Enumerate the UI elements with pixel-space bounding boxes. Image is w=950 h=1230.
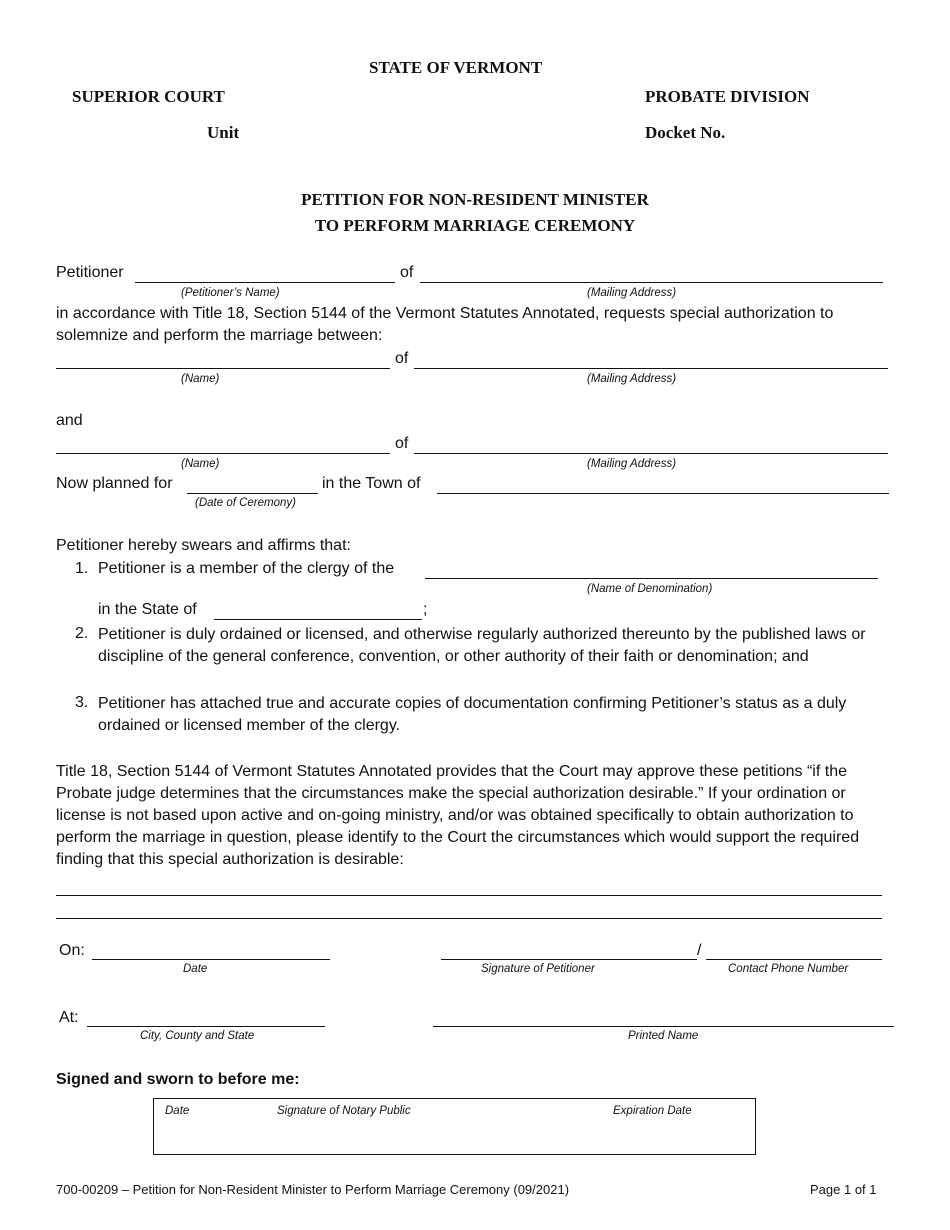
footer-form-id: 700-00209 – Petition for Non-Resident Minister to Perform Marriage Ceremony (09/2021) — [56, 1182, 570, 1197]
ceremony-town-field[interactable] — [437, 493, 889, 494]
form-title-line2: TO PERFORM MARRIAGE CEREMONY — [314, 216, 636, 235]
item3-text: Petitioner has attached true and accurate copies of documentation confirming Petitioner’s status as a duly ordained or licensed member of the clergy. — [98, 695, 847, 734]
item3-number: 3. — [75, 694, 89, 711]
party2-address-caption: (Mailing Address) — [587, 458, 677, 470]
contact-phone-field[interactable] — [706, 959, 882, 960]
notary-box[interactable] — [153, 1098, 756, 1155]
printed-name-field[interactable] — [433, 1026, 894, 1027]
unit-label: Unit — [207, 123, 240, 142]
petitioner-signature-field[interactable] — [441, 959, 697, 960]
division-heading: PROBATE DIVISION — [645, 87, 810, 106]
court-heading: SUPERIOR COURT — [72, 87, 225, 106]
form-title-line1: PETITION FOR NON-RESIDENT MINISTER — [301, 190, 649, 209]
item2-number: 2. — [75, 625, 89, 642]
intro-paragraph: in accordance with Title 18, Section 5144 of the Vermont Statutes Annotated, requests special authorization to solemnize and perform the marriage between: — [56, 305, 834, 344]
circumstances-line-2[interactable] — [56, 918, 882, 919]
denomination-state-field[interactable] — [214, 619, 422, 620]
party1-name-caption: (Name) — [181, 373, 220, 385]
state-heading: STATE OF VERMONT — [369, 58, 543, 77]
party1-name-field[interactable] — [56, 368, 390, 369]
signing-date-field[interactable] — [92, 959, 330, 960]
and-label: and — [56, 412, 83, 429]
contact-phone-caption: Contact Phone Number — [728, 963, 849, 975]
signing-place-field[interactable] — [87, 1026, 325, 1027]
denomination-caption: (Name of Denomination) — [587, 583, 713, 595]
notary-date-caption: Date — [165, 1105, 190, 1117]
printed-name-caption: Printed Name — [628, 1030, 699, 1042]
affirm-intro: Petitioner hereby swears and affirms that: — [56, 537, 351, 554]
petitioner-signature-caption: Signature of Petitioner — [481, 963, 595, 975]
petitioner-address-field[interactable] — [420, 282, 883, 283]
party1-of-label: of — [395, 350, 409, 367]
party1-address-caption: (Mailing Address) — [587, 373, 677, 385]
party2-address-field[interactable] — [414, 453, 888, 454]
petitioner-name-caption: (Petitioner’s Name) — [181, 287, 280, 299]
item1-state-label: in the State of — [98, 601, 197, 618]
signing-place-caption: City, County and State — [140, 1030, 255, 1042]
on-label: On: — [59, 942, 85, 959]
item1-text: Petitioner is a member of the clergy of the — [98, 560, 395, 577]
docket-label: Docket No. — [645, 123, 726, 142]
notary-heading: Signed and sworn to before me: — [56, 1071, 300, 1088]
notary-signature-caption: Signature of Notary Public — [277, 1105, 411, 1117]
party2-name-field[interactable] — [56, 453, 390, 454]
item2-text: Petitioner is duly ordained or licensed, and otherwise regularly authorized thereunto by the published laws or discipline of the general conference, convention, or other authority of their faith or denomination; and — [98, 626, 866, 665]
party2-name-caption: (Name) — [181, 458, 220, 470]
petitioner-address-caption: (Mailing Address) — [587, 287, 677, 299]
signing-date-caption: Date — [183, 963, 208, 975]
ceremony-date-caption: (Date of Ceremony) — [195, 497, 296, 509]
petitioner-name-field[interactable] — [135, 282, 395, 283]
town-label: in the Town of — [322, 475, 421, 492]
item1-number: 1. — [75, 560, 89, 577]
ceremony-date-field[interactable] — [187, 493, 318, 494]
circumstances-line-1[interactable] — [56, 895, 882, 896]
petitioner-label: Petitioner — [56, 264, 124, 281]
signature-slash: / — [697, 942, 702, 959]
item1-semicolon: ; — [423, 601, 428, 618]
statute-paragraph: Title 18, Section 5144 of Vermont Statutes Annotated provides that the Court may approve these petitions “if the Probate judge determines that the circumstances make the special authorization desirable.” If your ordination or license is not based upon active and on-going ministry, and/or was obtained specifically to obtain authorization to perform the marriage in question, please identify to the Court the circumstances which would support the required finding that this special authorization is desirable: — [56, 763, 860, 868]
petitioner-of-label: of — [400, 264, 414, 281]
party2-of-label: of — [395, 435, 409, 452]
notary-expiration-caption: Expiration Date — [613, 1105, 692, 1117]
footer-page-number: Page 1 of 1 — [810, 1182, 877, 1197]
at-label: At: — [59, 1009, 79, 1026]
party1-address-field[interactable] — [414, 368, 888, 369]
planned-for-label: Now planned for — [56, 475, 173, 492]
denomination-field[interactable] — [425, 578, 878, 579]
